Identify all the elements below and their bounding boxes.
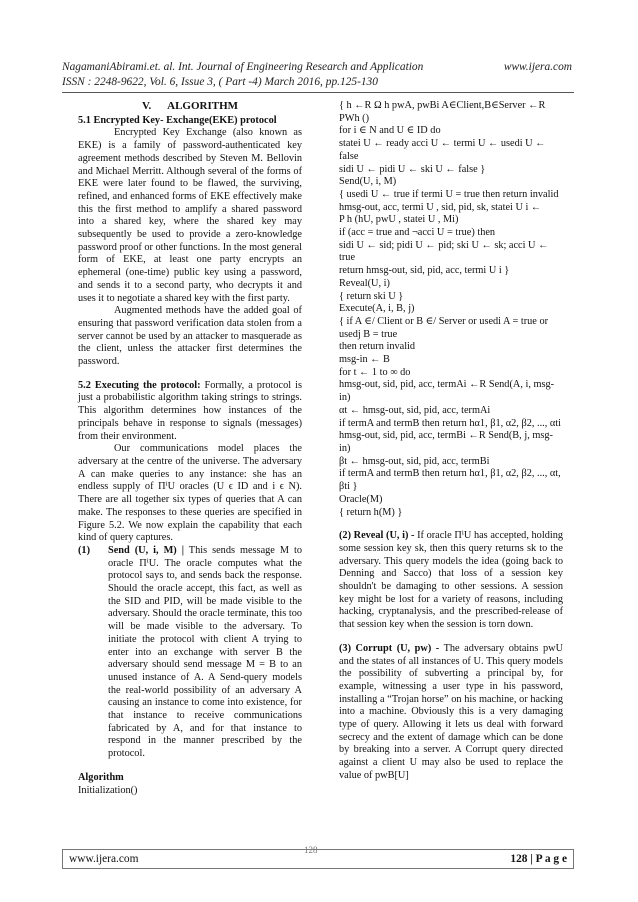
- code-line: if termA and termB then return hα1, β1, α2, β2, ..., αt, βti }: [339, 468, 561, 493]
- code-line: hmsg-out, sid, pid, acc, termBi ←R Send(B, j, msg-in): [339, 430, 553, 454]
- journal-citation: NagamaniAbirami.et. al. Int. Journal of Engineering Research and Application: [62, 61, 424, 73]
- footer-website[interactable]: www.ijera.com: [69, 853, 139, 865]
- paragraph-eke-intro: Encrypted Key Exchange (also known as EKE) is a family of password-authenticated key agreement methods described by Steven M. Bellovin and Michael Merritt. Although several of the forms of EKE were later found to be flawed, the surviving, refined, and enhanced forms of EKE effectively make this the first method to amplify a shared password into a shared key, where the shared key may subsequently be used to provide a zero-knowledge password proof or other functions. In the most general form of EKE, at least one party encrypts an ephemeral (one-time) public key using a password, and sends it to a second party, who decrypts it and uses it to negotiate a shared key with the first party.: [78, 127, 302, 304]
- code-line: hmsg-out, acc, termi U , sid, pid, sk, statei U i ←: [339, 201, 542, 213]
- paragraph-executing: 5.2 Executing the protocol: Formally, a protocol is just a probabilistic algorithm taking strings to strings. This algorithm determines how instances of the principals behave in response to signals (messages) from their environment.: [78, 379, 302, 442]
- paragraph-communications-model: Our communications model places the adversary at the centre of the universe. The adversary A can make queries to any instance: she has an endless supply of ΠⁱU oracles (U ϵ ID and i ϵ N). There are all together six types of queries that A can make. The responses to these queries are specified in Figure 5.2. We now explain the capability that each kind of query captures.: [78, 443, 302, 544]
- code-line: hmsg-out, sid, pid, acc, termAi ←R Send(A, i, msg-in): [339, 379, 555, 404]
- left-column: [78, 100, 302, 797]
- query-label-reveal: (2) Reveal (U, i) -: [339, 530, 415, 542]
- query-item-send: [78, 545, 302, 761]
- paragraph-augmented: Augmented methods have the added goal of ensuring that password verification data stolen from a server cannot be used by an attacker to masquerade as the client, unless the attacker first determines the password.: [78, 305, 302, 368]
- code-line: then return invalid: [339, 341, 416, 353]
- section-title: V. ALGORITHM: [141, 100, 239, 112]
- code-line: P h (hU, pwU , statei U , Mi): [339, 214, 459, 226]
- item-number: (1): [78, 544, 91, 556]
- code-line: sidi U ← sid; pidi U ← pid; ski U ← sk; acci U ← true: [339, 239, 549, 264]
- query-text-reveal: If oracle ΠⁱU has accepted, holding some session key sk, then this query returns sk to the adversary. This query models the idea (going back to Denning and Sacco) that loss of a session key shouldn't be damaging to other sessions. A session key might be lost for a variety of reasons, including hacking, cryptanalysis, and the prescribed-release of that session key when the session is torn down.: [339, 530, 563, 631]
- code-line: sidi U ← pidi U ← ski U ← false }: [339, 163, 486, 175]
- paragraph-reveal: [339, 530, 563, 632]
- footer-page-number: 128 | P a g e: [510, 853, 567, 865]
- code-line: αt ← hmsg-out, sid, pid, acc, termAi: [339, 404, 491, 416]
- algorithm-title: Algorithm: [78, 771, 124, 783]
- code-line: Reveal(U, i): [339, 277, 390, 289]
- code-line: Execute(A, i, B, j): [339, 303, 415, 315]
- code-line: { return ski U }: [339, 290, 404, 302]
- algorithm-code-block: [339, 100, 563, 519]
- code-line: βt ← hmsg-out, sid, pid, acc, termBi: [339, 455, 490, 467]
- query-label-send: Send (U, i, M) |: [108, 544, 184, 556]
- header-divider: [62, 92, 574, 93]
- code-line: statei U ← ready acci U ← termi U ← usedi U ← false: [339, 138, 546, 162]
- code-line: for i ∈ N and U ∈ ID do: [339, 125, 441, 137]
- running-header: [62, 60, 572, 90]
- code-line: Oracle(M): [339, 493, 383, 505]
- page-footer: [62, 849, 574, 869]
- query-text-send: This sends message M to oracle ΠⁱU. The oracle computes what the protocol says to, and sends back the response. Should the oracle accept, this fact, as well as the SID and PID, will be made visible to the adversary. Should the oracle terminate, this too will be made visible to the adversary. To initiate the protocol with client A trying to enter into an exchange with server B the adversary should send message M = B to an unused instance of A. A Send-query models the real-world possibility of an adversary A causing an instance to come into existence, for that instance to receive communications fabricated by A, and for that instance to respond in the manner prescribed by the protocol.: [108, 544, 302, 760]
- code-line: { if A ∈/ Client or B ∈/ Server or usedi A = true or usedj B = true: [339, 315, 549, 340]
- paragraph-corrupt: [339, 643, 563, 783]
- subsection-title-executing: 5.2 Executing the protocol:: [78, 379, 201, 391]
- code-line: { h ←R Ω h pwA, pwBi A∈Client,B∈Server ←R PWh (): [339, 100, 546, 124]
- issn-line: ISSN : 2248-9622, Vol. 6, Issue 3, ( Part -4) March 2016, pp.125-130: [62, 76, 378, 88]
- page-number-mark: 128: [304, 845, 318, 855]
- journal-website[interactable]: www.ijera.com: [503, 61, 572, 73]
- code-line: { return h(M) }: [339, 506, 403, 518]
- algorithm-initialization: Initialization(): [78, 784, 138, 796]
- query-label-corrupt: (3) Corrupt (U, pw) -: [339, 642, 440, 654]
- code-line: if (acc = true and ¬acci U = true) then: [339, 227, 496, 239]
- right-column: [339, 100, 563, 783]
- code-line: msg-in ← B: [339, 354, 390, 366]
- subsection-title-eke: 5.1 Encrypted Key- Exchange(EKE) protocol: [78, 114, 277, 126]
- query-text-corrupt: The adversary obtains pwU and the states of all instances of U. This query models the possibility of subverting a principal by, for example, witnessing a user type in his password, installing a “Trojan horse” on his machine, or hacking into a machine. Obviously this is a very damaging type of query. Allowing it lets us deal with forward secrecy and the extent of damage which can be done by breaking into a server. A Corrupt query directed against a client U may also be used to replace the value of pwB[U]: [339, 642, 563, 781]
- code-line: Send(U, i, M): [339, 176, 397, 188]
- code-line: return hmsg-out, sid, pid, acc, termi U i }: [339, 265, 510, 277]
- code-line: for t ← 1 to ∞ do: [339, 366, 411, 378]
- code-line: { usedi U ← true if termi U = true then return invalid: [339, 188, 559, 200]
- code-line: if termA and termB then return hα1, β1, α2, β2, ..., αti: [339, 417, 561, 429]
